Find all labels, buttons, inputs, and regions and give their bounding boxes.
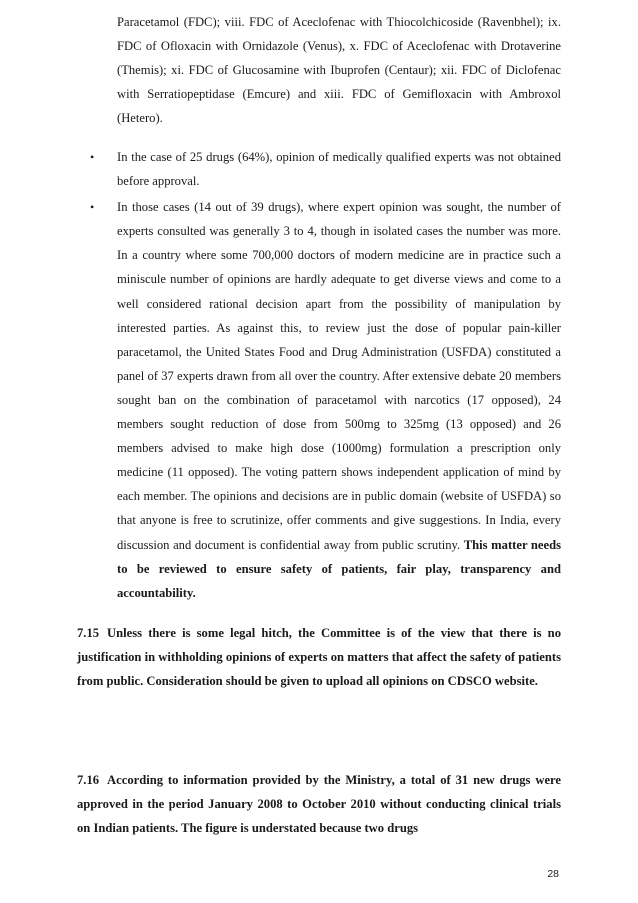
bullet-list bbox=[0, 145, 638, 607]
bullet-marker: • bbox=[90, 200, 95, 215]
bullet-text: In those cases (14 out of 39 drugs), where expert opinion was sought, the number of experts consulted was generally 3 to 4, though in isolated cases the number was more. In a country where some 700,000 doctors of modern medicine are in practice such a miniscule number of opinions are hardly adequate to get diverse views and come to a well considered rational decision apart from the possibility of manipulation by interested parties. As against this, to review just the dose of popular pain-killer paracetamol, the United States Food and Drug Administration (USFDA) constituted a panel of 37 experts drawn from all over the country. After extensive debate 20 members sought ban on the combination of paracetamol with narcotics (17 opposed), 24 members sought reduction of dose from 500mg to 325mg (13 opposed) and 26 members advised to make high dose (1000mg) formulation a prescription only medicine (11 opposed). The voting pattern shows independent application of mind by each member. The opinions and decisions are in public domain (website of USFDA) so that anyone is free to scrutinize, offer comments and give suggestions. In India, every discussion and document is confidential away from public scrutiny. bbox=[117, 200, 561, 552]
section-text: Unless there is some legal hitch, the Committee is of the view that there is no justification in withholding opinions of experts on matters that affect the safety of patients from public. Consideration should be given to upload all opinions on CDSCO website. bbox=[77, 626, 561, 689]
continuation-paragraph: Paracetamol (FDC); viii. FDC of Aceclofenac with Thiocolchicoside (Ravenbhel); ix. FDC of Ofloxacin with Ornidazole (Venus), x. FDC of Aceclofenac with Drotaverine (Themis); xi. FDC of Glucosamine with Ibuprofen (Centaur); xii. FDC of Diclofenac with Serratiopeptidase (Emcure) and xiii. FDC of Gemifloxacin with Ambroxol (Hetero). bbox=[117, 15, 561, 126]
bullet-text: In the case of 25 drugs (64%), opinion of medically qualified experts was not obtained before approval. bbox=[117, 150, 561, 189]
bullet-item bbox=[90, 195, 561, 605]
section-number: 7.16 bbox=[77, 773, 100, 787]
bullet-item bbox=[90, 145, 561, 193]
section-text: According to information provided by the Ministry, a total of 31 new drugs were approved in the period January 2008 to October 2010 without conducting clinical trials on Indian patients. The figure is understated because two drugs bbox=[77, 773, 561, 836]
page-number: 28 bbox=[547, 868, 559, 880]
section-number: 7.15 bbox=[77, 626, 100, 640]
bullet-marker: • bbox=[90, 150, 95, 164]
section-7-16 bbox=[77, 768, 561, 841]
bullet-emphasis-text: This matter needs to be reviewed to ensure safety of patients, fair play, transparency and accountability. bbox=[117, 537, 561, 600]
section-7-15 bbox=[77, 621, 561, 694]
